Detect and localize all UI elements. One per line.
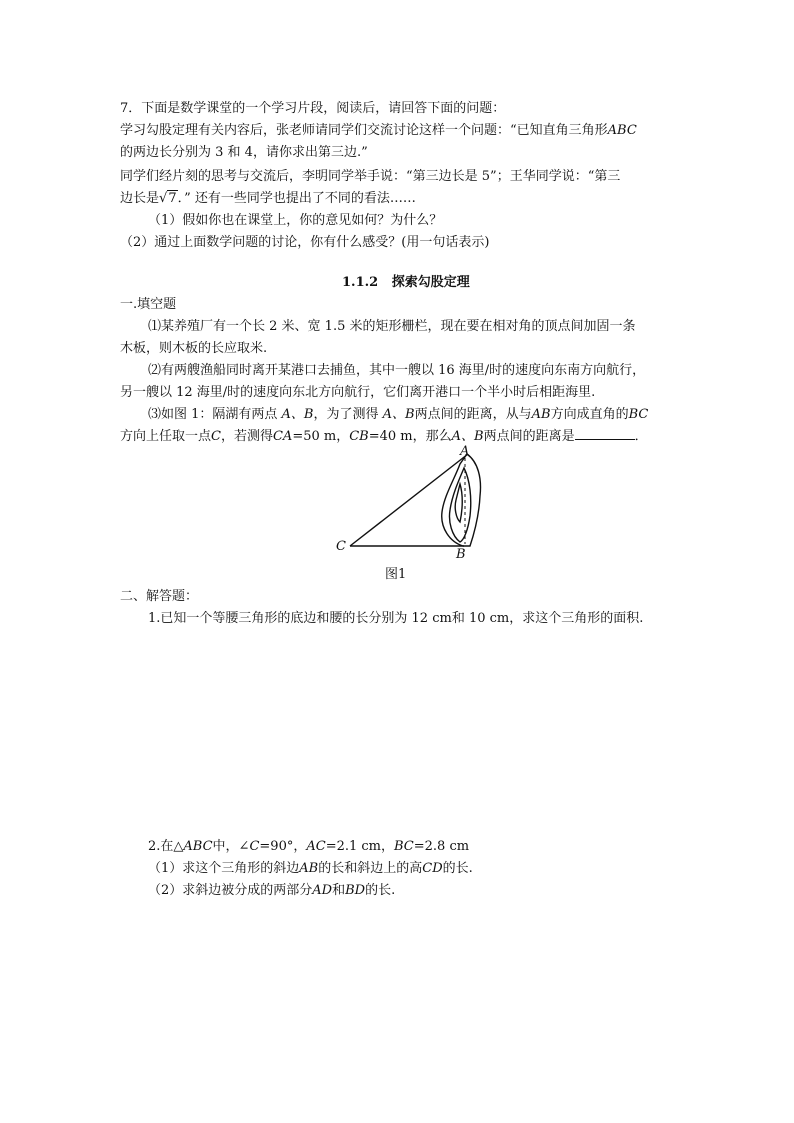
part1-heading: 一.填空题: [120, 297, 177, 312]
sqrt-expression: √7: [159, 191, 177, 206]
q7-paragraph-line2: 的两边长分别为 3 和 4，请你求出第三边.”: [120, 145, 368, 160]
answer-blank[interactable]: [575, 427, 635, 440]
lake-contour-inner: [449, 468, 470, 542]
section-title: 1.1.2 探索勾股定理: [342, 275, 470, 290]
figure-label-c: C: [336, 539, 346, 554]
solve-q2-sub1: （1）求这个三角形的斜边AB的长和斜边上的高CD的长.: [148, 861, 473, 876]
triangle-side-ca: [350, 454, 468, 546]
pair-AB-3: A、B: [451, 429, 484, 444]
figure-caption: 图1: [385, 567, 407, 582]
figure-label-b: B: [456, 547, 466, 562]
fill-q1-line1: ⑴某养殖厂有一个长 2 米、宽 1.5 米的矩形栅栏，现在要在相对角的顶点间加固一条: [148, 319, 636, 334]
fill-q3-line2: 方向上任取一点C，若测得CA=50 m，CB=40 m，那么A、B两点间的距离是 ．: [120, 429, 648, 444]
solve-q1: 1.已知一个等腰三角形的底边和腰的长分别为 12 cm和 10 cm，求这个三角形的面积.: [148, 611, 644, 626]
fill-q1-line2: 木板，则木板的长应取米.: [120, 341, 268, 356]
q7-subquestion-2: （2）通过上面数学问题的讨论，你有什么感受？(用一句话表示): [120, 235, 490, 250]
solve-q2-sub2: （2）求斜边被分成的两部分AD和BD的长.: [148, 883, 396, 898]
figure-1-diagram: [330, 438, 500, 568]
q7-paragraph-line3: 同学们经片刻的思考与交流后，李明同学举手说：“第三边长是 5”；王华同学说：“第三: [120, 169, 621, 184]
q7-paragraph-line4: 边长是√7．” 还有一些同学也提出了不同的看法……: [120, 188, 416, 210]
q7-paragraph-line1: 学习勾股定理有关内容后，张老师请同学们交流讨论这样一个问题：“已知直角三角形ABC: [120, 123, 637, 138]
part2-heading: 二、解答题：: [120, 589, 199, 604]
q7-subquestion-1: （1）假如你也在课堂上，你的意见如何？为什么？: [148, 213, 443, 228]
pair-AB-2: A、B: [382, 407, 415, 422]
fill-q2-line2: 另一艘以 12 海里/时的速度向东北方向航行，它们离开港口一个半小时后相距海里.: [120, 385, 596, 400]
fill-q3-line1: ⑶如图 1：隔湖有两点 A、B，为了测得 A、B两点间的距离，从与AB方向成直角的BC: [148, 407, 649, 422]
lake-contour-core: [455, 484, 462, 522]
lake-outline: [442, 454, 481, 546]
fill-q2-line1: ⑵有两艘渔船同时离开某港口去捕鱼，其中一艘以 16 海里/时的速度向东南方向航行，: [148, 363, 646, 378]
solve-q2-statement: 2.在△ABC中，∠C=90°，AC=2.1 cm，BC=2.8 cm: [148, 839, 470, 854]
figure-label-a: A: [460, 444, 470, 459]
q7-header: 7．下面是数学课堂的一个学习片段，阅读后，请回答下面的问题：: [120, 101, 506, 116]
